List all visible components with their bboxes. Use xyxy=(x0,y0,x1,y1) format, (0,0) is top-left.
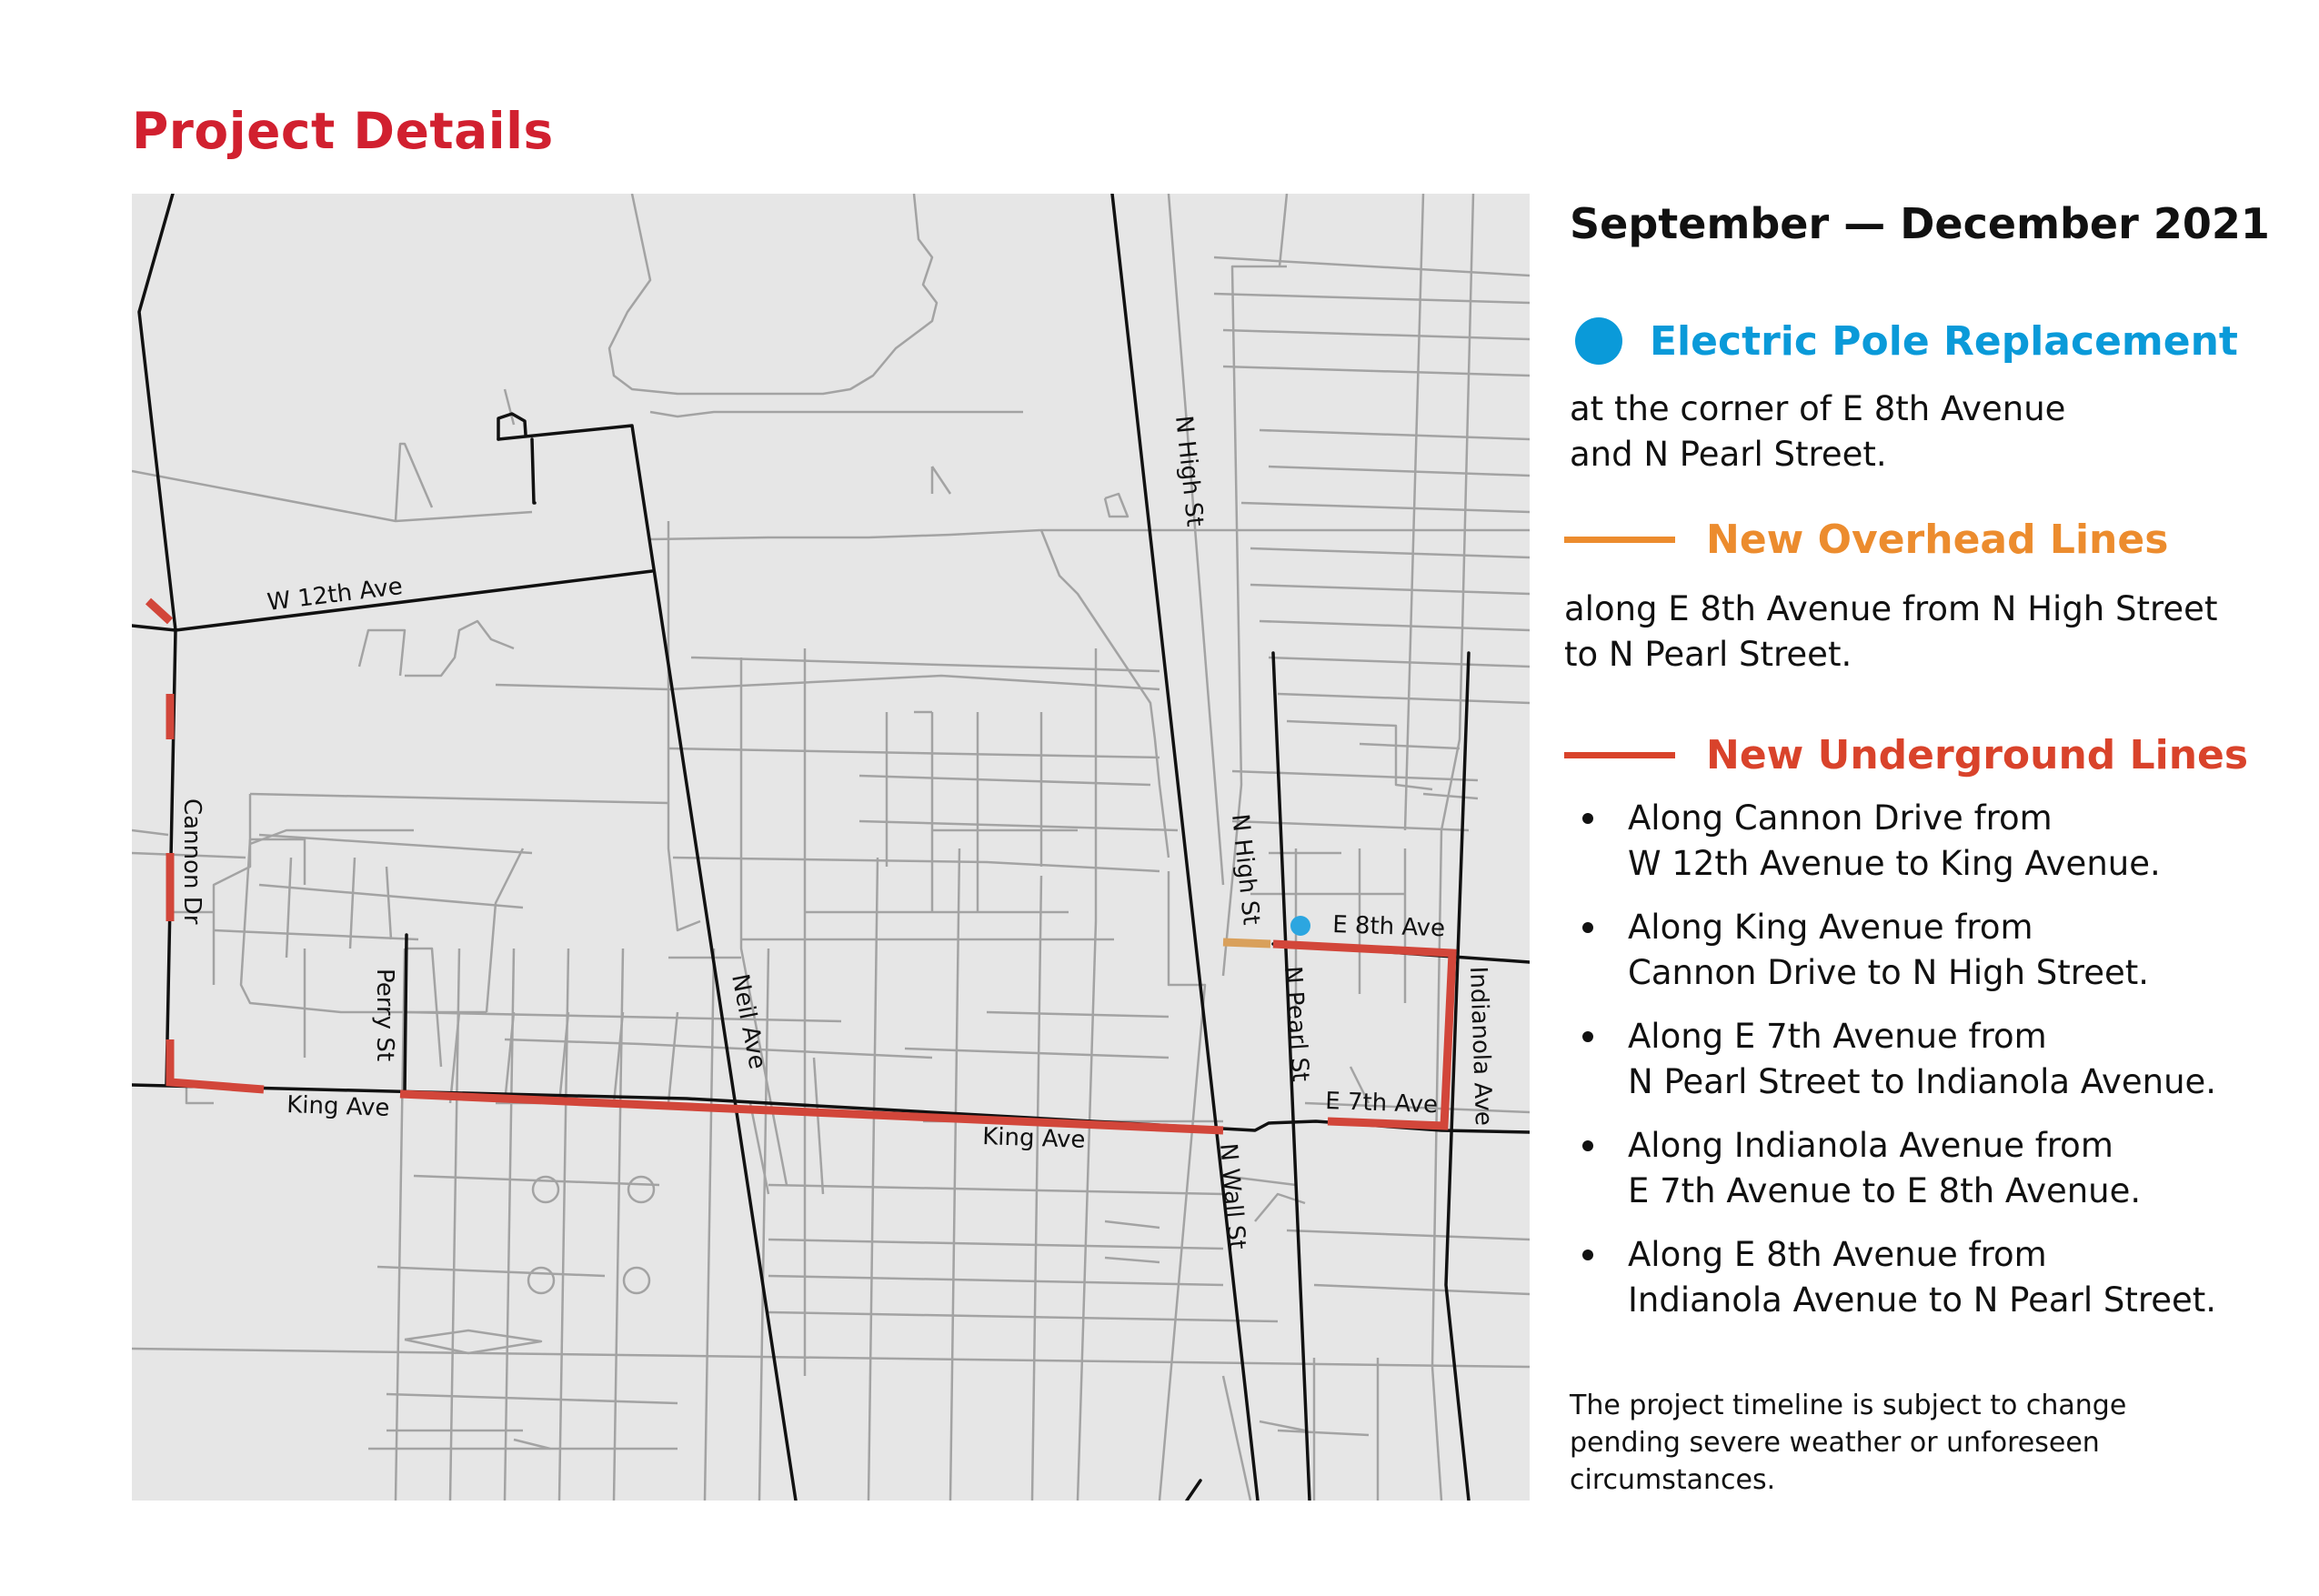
label-n-pearl-st: N Pearl St xyxy=(1279,965,1314,1083)
date-range-heading: September — December 2021 xyxy=(1570,199,2270,248)
pole-marker-icon xyxy=(1290,916,1310,936)
bullet-line2: W 12th Avenue to King Avenue. xyxy=(1628,844,2161,883)
red-line-icon xyxy=(1564,752,1675,758)
overhead-description xyxy=(1564,587,2217,678)
page-title: Project Details xyxy=(132,102,554,160)
legend-pole-title: Electric Pole Replacement xyxy=(1650,317,2238,365)
pole-description xyxy=(1570,386,2065,477)
label-n-high-st-south: N High St xyxy=(1226,812,1265,927)
bullet-line1: Along Indianola Avenue from xyxy=(1628,1126,2113,1165)
label-cannon-dr: Cannon Dr xyxy=(178,798,206,925)
label-n-wall-st: N Wall St xyxy=(1214,1141,1251,1251)
label-indianola-ave: Indianola Ave xyxy=(1464,966,1498,1127)
timeline-footnote: The project timeline is subject to change pending severe weather or unforeseen circumstances. xyxy=(1570,1390,2127,1496)
legend-pole-replacement xyxy=(1564,317,2238,365)
label-king-ave-west: King Ave xyxy=(286,1091,390,1122)
legend-overhead-lines xyxy=(1564,517,2168,563)
label-perry-st: Perry St xyxy=(371,969,398,1062)
bullet-item xyxy=(1570,1232,2283,1323)
label-n-high-st-north: N High St xyxy=(1170,414,1209,528)
pole-desc-line1: at the corner of E 8th Avenue xyxy=(1570,389,2066,428)
overhead-line xyxy=(1223,942,1270,944)
label-e-8th-ave: E 8th Ave xyxy=(1331,911,1446,943)
label-w-12th-ave: W 12th Ave xyxy=(266,572,405,617)
bullet-line1: Along King Avenue from xyxy=(1628,908,2033,947)
bullet-item xyxy=(1570,1123,2283,1214)
bullet-line1: Along E 7th Avenue from xyxy=(1628,1017,2047,1056)
label-king-ave-east: King Ave xyxy=(981,1123,1086,1154)
project-map xyxy=(132,194,1530,1501)
bullet-line2: E 7th Avenue to E 8th Avenue. xyxy=(1628,1171,2142,1210)
bullet-line2: Indianola Avenue to N Pearl Street. xyxy=(1628,1280,2217,1320)
orange-line-icon xyxy=(1564,537,1675,543)
bullet-item xyxy=(1570,796,2283,887)
legend-underground-title: New Underground Lines xyxy=(1706,732,2249,778)
overhead-desc-line2: to N Pearl Street. xyxy=(1564,635,1852,674)
bullet-item xyxy=(1570,1014,2283,1105)
bullet-line1: Along E 8th Avenue from xyxy=(1628,1235,2047,1274)
legend-underground-lines xyxy=(1564,732,2248,778)
pole-desc-line2: and N Pearl Street. xyxy=(1570,435,1887,474)
blue-dot-icon xyxy=(1575,317,1622,365)
label-e-7th-ave: E 7th Ave xyxy=(1324,1088,1439,1119)
underground-bullet-list xyxy=(1570,796,2283,1341)
legend-overhead-title: New Overhead Lines xyxy=(1706,517,2169,563)
bullet-line1: Along Cannon Drive from xyxy=(1628,798,2053,838)
bullet-item xyxy=(1570,905,2283,996)
bullet-line2: N Pearl Street to Indianola Avenue. xyxy=(1628,1062,2217,1101)
label-neil-ave: Neil Ave xyxy=(726,971,771,1072)
overhead-desc-line1: along E 8th Avenue from N High Street xyxy=(1564,589,2218,628)
bullet-line2: Cannon Drive to N High Street. xyxy=(1628,953,2149,992)
